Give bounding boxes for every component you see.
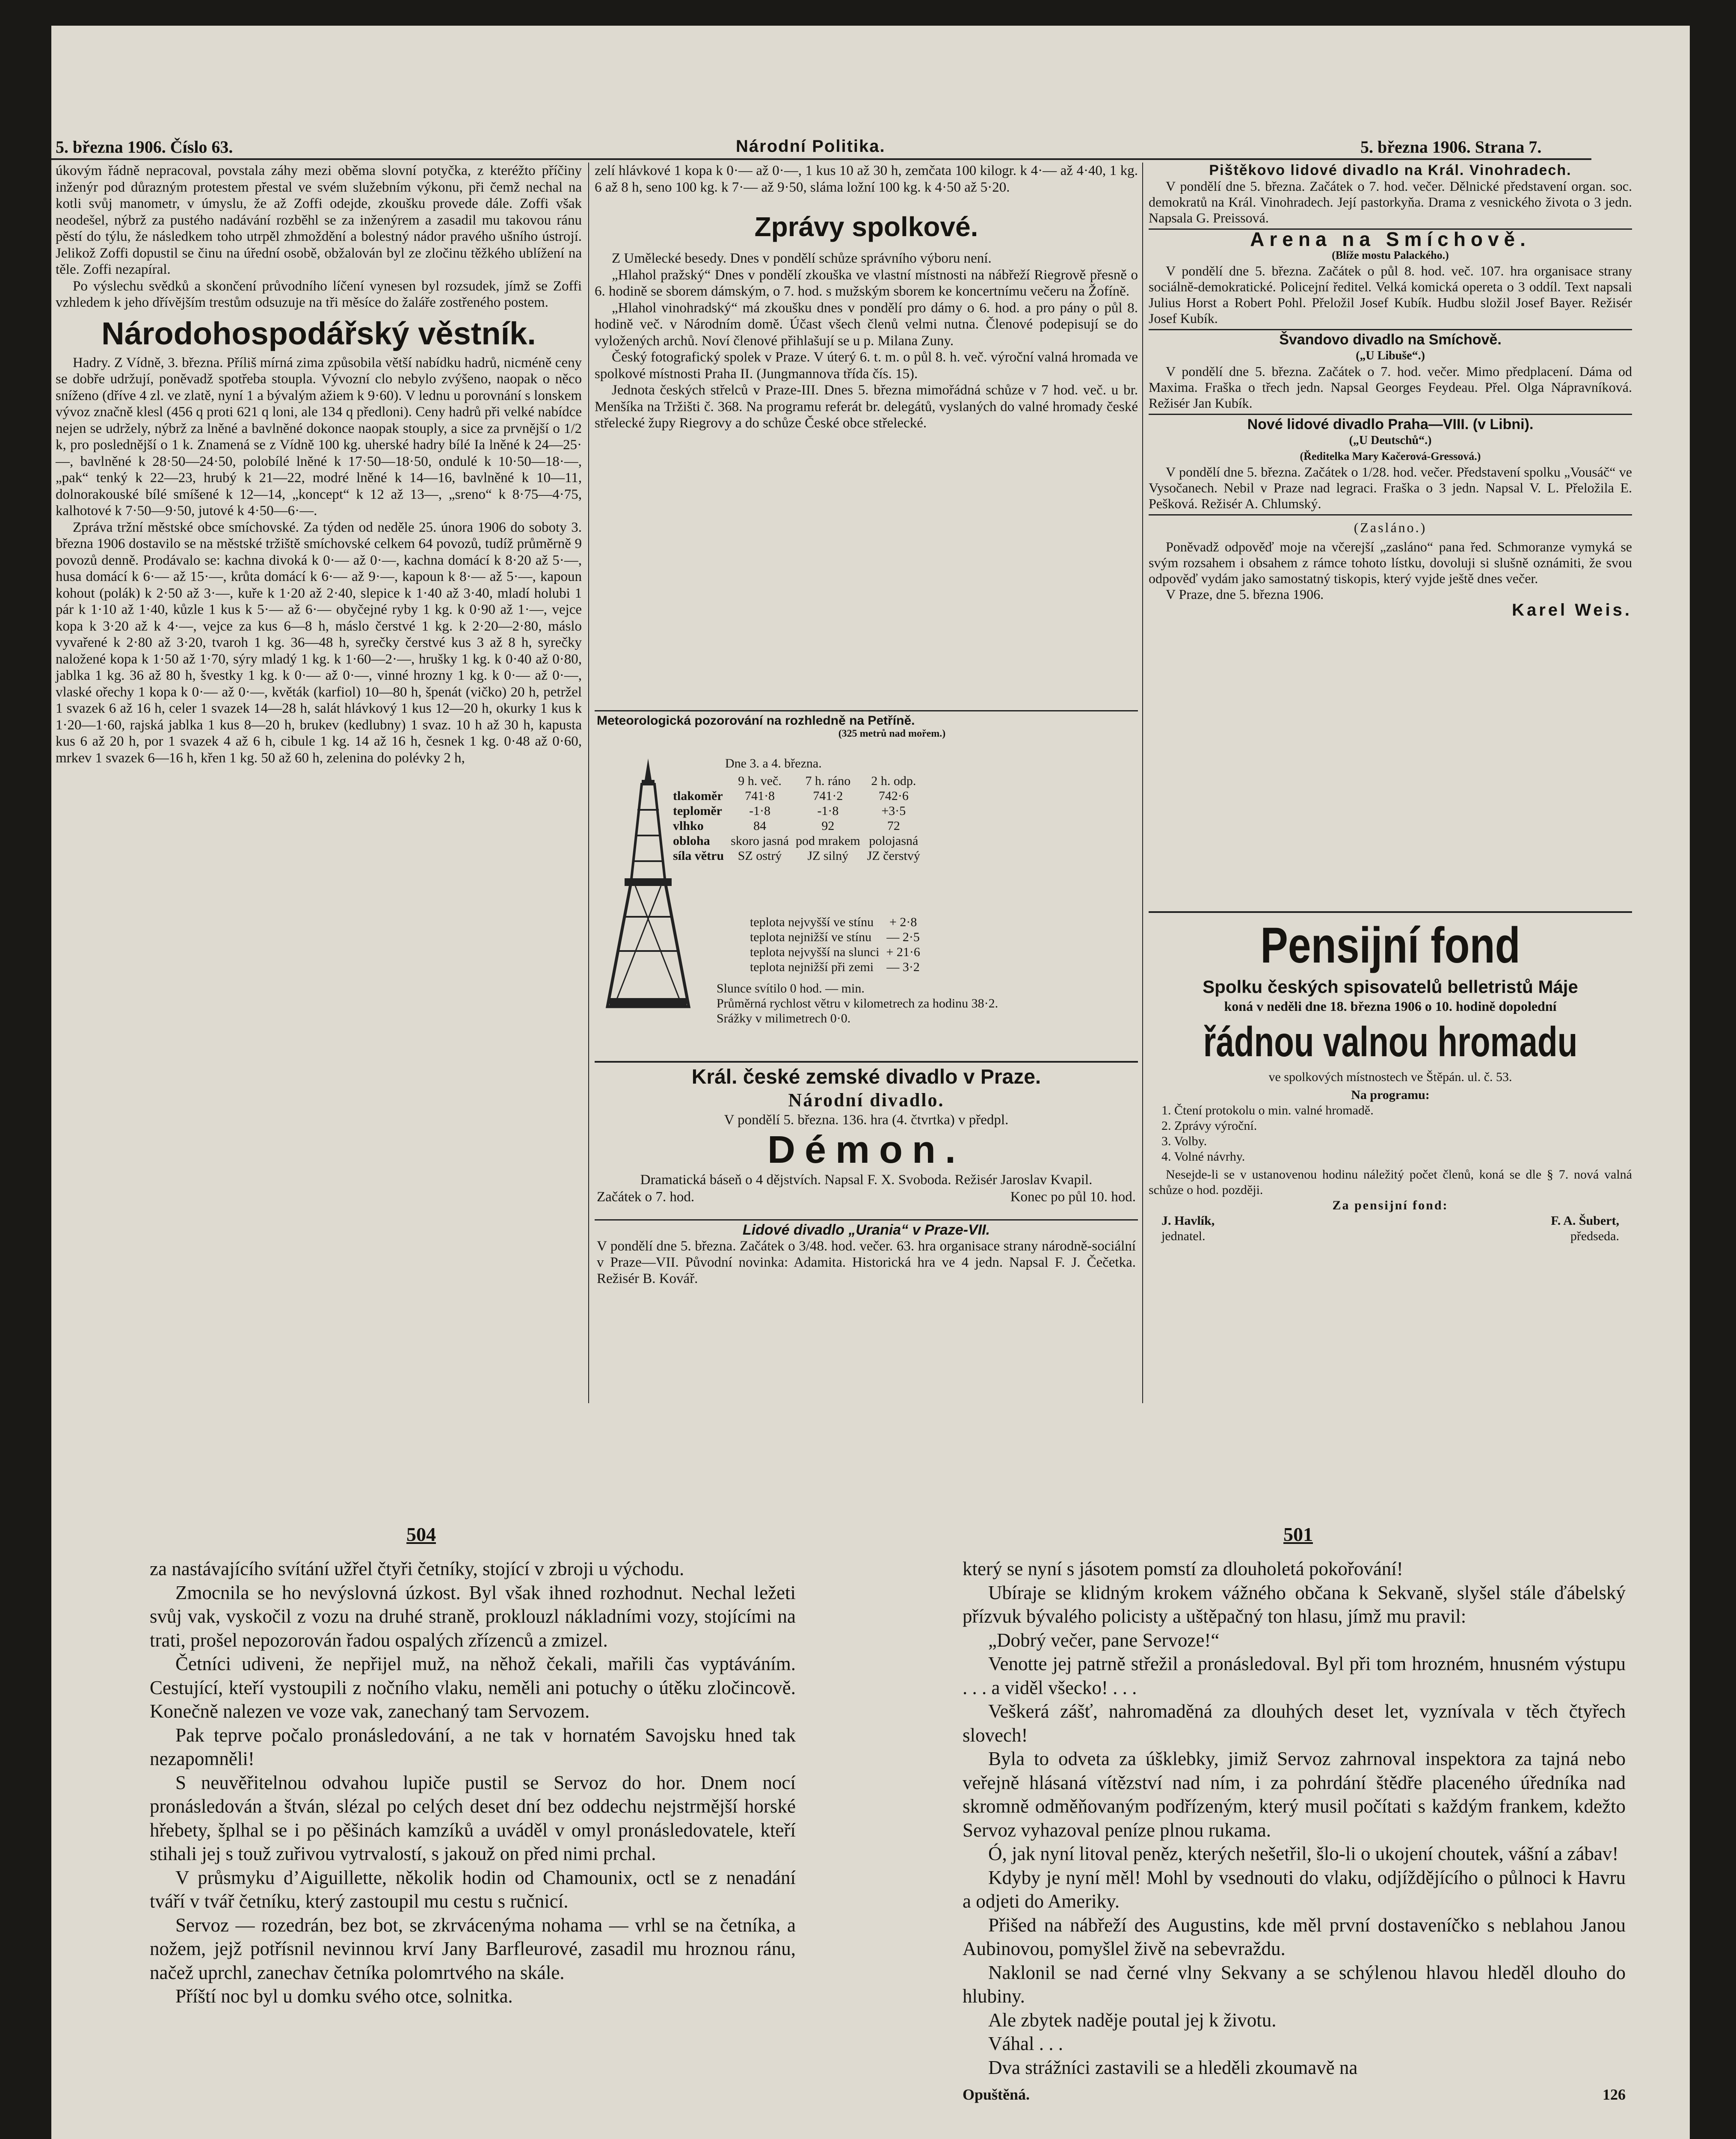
meteo-extreme-label: teplota nejvyšší ve stínu <box>750 915 874 929</box>
book-right-p9: Přišed na nábřeží des Augustins, kde měl první dostaveníčko s neblahou Janou Aubinovou, pomyšlel živě na sebevraždu. <box>963 1914 1626 1959</box>
meteo-cell: +3·5 <box>881 804 906 818</box>
book-right-p7: Ó, jak nyní litoval peněz, kterých nešetřil, šlo-li o ukojení choutek, vášní a zábav! <box>988 1843 1619 1864</box>
svanda-text: V pondělí dne 5. března. Začátek o 7. hod. večer. Mimo předplacení. Dáma od Maxima. Fraška o třech jedn. Napsal Georges Feydeau. Přel. Olga Nápravníková. Režisér Jan Kubík. <box>1149 364 1632 411</box>
meteo-col-header: 7 h. ráno <box>805 774 851 788</box>
meteo-col-header: 9 h. več. <box>738 774 782 788</box>
meteo-cell: 92 <box>821 819 835 833</box>
book-left-p4: Pak teprve počalo pronásledování, a ne tak v hornatém Savojsku hned tak nezapomněli! <box>150 1724 796 1769</box>
column-2 <box>595 163 1138 432</box>
ad-place: ve spolkových místnostech ve Štěpán. ul. č. 53. <box>1268 1070 1512 1084</box>
libne-notice <box>1149 414 1632 512</box>
ad-main-heading: řádnou valnou hromadu <box>1203 1018 1578 1065</box>
column-3 <box>1149 163 1632 618</box>
theatre-description: Dramatická báseň o 4 dějstvích. Napsal F. X. Svoboda. Režisér Jaroslav Kvapil. <box>640 1172 1093 1188</box>
ad-program-heading: Na programu: <box>1351 1088 1430 1102</box>
club-news-photo-society: Český fotografický spolek v Praze. V úterý 6. t. m. o půl 8. h. več. výroční valná hromada ve spolkové místnosti Praha II. (Jungmannova třída čís. 15). <box>595 350 1138 382</box>
meteo-row-label: síla větru <box>673 849 724 863</box>
book-left-p1: za nastávajícího svítání užřel čtyři četníky, stojící v zbroji u východu. <box>150 1558 684 1579</box>
meteo-cell: 84 <box>753 819 767 833</box>
meteo-row <box>670 833 924 848</box>
book-page-right <box>963 1557 1626 2107</box>
meteo-header-row <box>670 773 924 788</box>
book-right-p10: Naklonil se nad černé vlny Sekvany a se schýlenou hlavou hleděl dlouho do hlubiny. <box>963 1961 1626 2007</box>
meteo-extreme-label: teplota nejnižší při zemi <box>750 960 874 974</box>
meteo-top-rule <box>595 710 1138 711</box>
column-rule-2 <box>1142 163 1143 1403</box>
theatre-play-title: Démon. <box>767 1129 966 1171</box>
ad-subtitle: Spolku českých spisovatelů belletristů Máje <box>1203 977 1578 997</box>
book-right-p2: Ubíraje se klidným krokem vážného občana k Sekvaně, slyšel stále ďábelský přízvuk bývalého policisty a uštěpačný ton hlasu, jímž mu pravil: <box>963 1582 1626 1627</box>
book-right-p13: Dva strážníci zastavili se a hleděli zkoumavě na <box>988 2056 1358 2078</box>
ad-program-item: 3. Volby. <box>1161 1134 1207 1148</box>
market-report-continued: zelí hlávkové 1 kopa k 0·— až 0·—, 1 kus 10 až 30 h, zemčata 100 kilogr. k 4·— až 4·40, 1 kg. 6 až 8 h, seno 100 kg. k 7·— až 9·50, sláma ložní 100 kg. k 4·50 až 5·20. <box>595 163 1138 195</box>
meteo-extreme-row <box>747 930 924 945</box>
meteo-table <box>670 773 924 863</box>
meteo-row <box>670 803 924 818</box>
column-1 <box>56 163 582 766</box>
ad-program-item: 2. Zprávy výroční. <box>1161 1119 1257 1133</box>
newspaper-page <box>51 26 1690 2139</box>
book-page-number-left: 504 <box>406 1523 436 1545</box>
ad-signature-chairman <box>1551 1213 1619 1244</box>
ad-chairman-name: F. A. Šubert, <box>1551 1214 1619 1228</box>
svanda-notice <box>1149 329 1632 411</box>
ad-program <box>1149 1103 1632 1164</box>
pistek-heading: Pištěkovo lidové divadlo na Král. Vinohradech. <box>1209 162 1572 178</box>
club-news-hlahol-prazsky: „Hlahol pražský“ Dnes v pondělí zkouška ve vlastní místnosti na nábřeží Riegrově přesně o 6. hodině se sborem dámským, o 7. hod. s mužským sborem ke koncertnímu večeru na Žofíně. <box>595 267 1138 299</box>
svanda-subheading: („U Libuše“.) <box>1356 349 1425 362</box>
arena-notice <box>1149 228 1632 326</box>
national-theatre-notice <box>597 1065 1136 1206</box>
meteo-extreme-value: + 2·8 <box>889 915 917 929</box>
meteo-dates: Dne 3. a 4. března. <box>725 756 822 770</box>
meteo-row <box>670 788 924 803</box>
book-right-p6: Byla to odveta za úšklebky, jimiž Servoz zahrnoval inspektora za tajná nebo veřejně hlásaná vítězství nad ním, i za pohrdání štědře placeného úředníka nad skromně odměňovaným podřízeným, který musil počítati s každým frankem, kdežto Servoz vyhazoval peníze plnou rukama. <box>963 1748 1626 1841</box>
book-right-p8: Kdyby je nyní měl! Mohl by vsednouti do vlaku, odjíždějícího o půlnoci k Havru a odjeti do Ameriky. <box>963 1866 1626 1912</box>
header-left: 5. března 1906. Číslo 63. <box>56 137 233 157</box>
club-news-umelecka-beseda: Z Umělecké besedy. Dnes v pondělí schůze správního výboru není. <box>612 251 992 266</box>
club-news-shooters: Jednota českých střelců v Praze-III. Dnes 5. března mimořádná schůze v 7 hod. več. u br. Menšíka na Tržišti č. 368. Na programu referát br. delegátů, vyslaných do valné hromady české střelecké župy Riegrovy a do schůze České obce střelecké. <box>595 382 1138 431</box>
meteo-extremes <box>747 915 924 975</box>
book-right-p4: Venotte jej patrně střežil a pronásledoval. Byl při tom hrozném, hnusném výstupu . . . a viděl všecko! . . . <box>963 1653 1626 1698</box>
header-right: 5. března 1906. Strana 7. <box>1360 137 1542 157</box>
zaslano-signature: Karel Weis. <box>1512 601 1632 619</box>
ad-chairman-role: předseda. <box>1570 1229 1619 1243</box>
book-right-footer <box>963 2083 1626 2107</box>
smichov-market-report: Zpráva tržní městské obce smíchovské. Za týden od neděle 25. února 1906 do soboty 3. března 1906 dostavilo se na městské tržiště smíchovské celkem 64 povozů, tudíž průměrně 9 povozů denně. Prodávalo se: kachna divoká k 0·— až 0·—, kachna domácí k 8·20 až 5·—, husa domácí k 6·— až 15·—, krůta domácí k 6·— až 9·—, kapoun k 8·— až 5·—, kapoun kohout (polák) k 2·50 až 3·—, kuře k 1·20 až 2·40, slepice k 1·40 až 3·40, mladí holubi 1 pár k 1·10 až 1·40, kůzle 1 kus k 5·— až 6·— obyčejné ryby 1 kg. k 0·90 až 1·—, vejce kopa k 3·20 až k 4·—, vejce za kus 6—8 h, máslo čerstvé 1 kg. k 2·20—2·80, máslo vyvařené k 2·80 až 3·20, tvaroh 1 kg. 36—48 h, syrečky čerstvé kus 3 až 8 h, syrečky naložené kopa k 1·50 až 1·70, sýry mladý 1 kg. k 1·60—2·—, hrušky 1 kg. k 0·40 až 0·80, jablka 1 kg. 36 až 80 h, švestky 1 kg. k 0·— až 0·—, vinné hrozny 1 kg. k 0·— až 0·—, vlaské ořechy 1 kopa k 0·— až 0·—, květák (karfiol) 10—80 h, špenát (vičko) 20 h, petržel 1 svazek 6 až 16 h, celer 1 svazek 14—28 h, salát hlávkový 1 kus 12—20 h, okurky 1 kus k 1·20—1·60, rajská jablka 1 kus 8—20 h, brukev (kedlubny) 1 svaz. 10 h až 30 h, kapusta kus 6 až 20 h, por 1 svazek 4 až 6 h, cibule 1 kg. 14 až 16 h, česnek 1 kg. 0·48 až 0·60, mrkev 1 svazek 6—16 h, křen 1 kg. 50 až 60 h, zelenina do polévky 2 h, <box>56 519 582 766</box>
urania-notice <box>597 1222 1136 1287</box>
arena-heading: Arena na Smíchově. <box>1250 228 1531 250</box>
arena-text: V pondělí dne 5. března. Začátek o půl 8. hod. več. 107. hra organisace strany sociálně-demokratické. Policejní ředitel. Velká komická opereta o 3 oddíl. Text napsali Julius Horst a Robert Pohl. Přeložil Josef Kubík. Hudbu složil Josef Bayer. Režisér Josef Kubík. <box>1149 263 1632 326</box>
meteo-extreme-value: + 21·6 <box>886 945 920 959</box>
theatre-subheading: Národní divadlo. <box>788 1090 945 1111</box>
arena-subheading: (Blíže mostu Palackého.) <box>1332 249 1449 261</box>
book-left-p6: V průsmyku d’Aiguillette, několik hodin od Chamounix, octl se z nenadání tváří v tvář četníku, který zastoupil mu cestu s ručnicí. <box>150 1866 796 1912</box>
ad-top-rule <box>1149 911 1632 913</box>
book-footer-page: 126 <box>1603 2086 1626 2103</box>
libne-text: V pondělí dne 5. března. Začátek o 1/28. hod. večer. Představení spolku „Vousáč“ ve Vysočanech. Nebil v Praze nad legraci. Fraška o 3 jedn. Napsal V. L. Přeložila E. Pešková. Režisér A. Chlumský. <box>1149 464 1632 511</box>
book-page-number-right: 501 <box>1283 1523 1313 1545</box>
meteo-box <box>597 714 1136 1025</box>
book-footer-title: Opuštěná. <box>963 2086 1030 2103</box>
ad-title: Pensijní fond <box>1260 917 1520 974</box>
ad-secretary-role: jednatel. <box>1161 1229 1206 1243</box>
ad-program-item: 4. Volné návrhy. <box>1161 1149 1245 1164</box>
meteo-cell: 742·6 <box>878 789 909 803</box>
header-rule <box>51 158 1591 160</box>
meteo-extreme-row <box>747 960 924 975</box>
ad-fund: Za pensijní fond: <box>1332 1198 1449 1212</box>
meteo-subtitle: (325 metrů nad mořem.) <box>838 728 946 739</box>
urania-top-rule <box>595 1219 1138 1221</box>
theatre-start: Začátek o 7. hod. <box>597 1189 695 1205</box>
book-right-p12: Váhal . . . <box>988 2033 1063 2054</box>
libne-subheading: („U Deutschů“.) <box>1349 434 1432 447</box>
column-rule-1 <box>588 163 589 1403</box>
meteo-extreme-row <box>747 915 924 930</box>
ad-secretary-name: J. Havlík, <box>1161 1214 1215 1228</box>
book-left-p7: Servoz — rozedrán, bez bot, se zkrvácenýma nohama — vrhl se na četníka, a nožem, jejž potřísnil nevinnou krví Jany Barfleurové, zasadil mu hroznou ránu, načež uprchl, zanechav četníka polomrtvého na skále. <box>150 1914 796 1983</box>
meteo-sun: Slunce svítilo 0 hod. — min. <box>717 981 865 995</box>
court-report-end: úkovým řádně nepracoval, povstala záhy mezi oběma slovní potyčka, z kteréžto příčiny inženýr pod důrazným protestem přestal ve svém služebním výkonu, při čemž nechal na kotli svůj manometr, v úmyslu, že až Zoffi odejde, zkoušku provede dále. Zoffi však neodešel, nýbrž za pustého nadávání rozběhl se za inženýrem a zasadil mu takovou ránu pěstí do týlu, že následkem toho utrpěl zhmoždění a bolestný nádor pravého ušního ústrojí. Jelikož Zoffi dopustil se činu na úřední osobě, obžalován byl ze zločinu těžkého ublížení na těle. Zoffi nezapíral. <box>56 163 582 277</box>
theatre-end: Konec po půl 10. hod. <box>1010 1189 1136 1205</box>
svanda-heading: Švandovo divadlo na Smíchově. <box>1279 332 1502 348</box>
pension-fund-ad <box>1149 915 1632 1244</box>
book-left-p3: Četníci udiveni, že nepřijel muž, na něhož čekali, mařili čas vyptáváním. Cestující, kteří vystoupili z nočního vlaku, neměli ani potuchy o útěku zločincově. Konečně nalezen ve voze vak, zanechaný tam Servozem. <box>150 1653 796 1722</box>
meteo-notes <box>717 981 1127 1026</box>
meteo-extreme-label: teplota nejvyšší na slunci <box>750 945 880 959</box>
meteo-col-header: 2 h. odp. <box>871 774 916 788</box>
meteo-row <box>670 818 924 833</box>
meteo-cell: JZ silný <box>807 849 849 863</box>
meteo-cell: -1·8 <box>817 804 839 818</box>
libne-director: (Ředitelka Mary Kačerová-Gressová.) <box>1300 450 1481 462</box>
economic-news-heading: Národohospodářský věstník. <box>101 315 536 351</box>
libne-heading: Nové lidové divadlo Praha—VIII. (v Libni). <box>1247 416 1534 433</box>
theatre-date: V pondělí 5. března. 136. hra (4. čtvrtka) v předpl. <box>724 1112 1009 1128</box>
theatre-top-rule <box>595 1061 1138 1063</box>
meteo-row-label: vlhko <box>673 819 704 833</box>
court-report-verdict: Po výslechu svědků a skončení průvodního líčení vynesen byl rozsudek, jímž se Zoffi vzhledem k jeho dřívějším trestům odsuzuje na tři měsíce do žaláře zostřeného postem. <box>56 278 582 310</box>
zaslano-text: Poněvadž odpověď moje na včerejší „zasláno“ pana řed. Schmoranze vymyká se svým rozsahem i obsahem z rámce tohoto lístku, dovoluji si slušně oznámiti, že svou odpověď vydám jako samostatný tiskopis, který vyjde ještě dnes večer. <box>1149 539 1632 586</box>
meteo-cell: -1·8 <box>749 804 771 818</box>
meteo-extreme-label: teplota nejnižší ve stínu <box>750 930 872 944</box>
meteo-rain: Srážky v milimetrech 0·0. <box>717 1011 851 1025</box>
book-page-left <box>150 1557 796 2009</box>
theatre-times <box>597 1188 1136 1206</box>
ad-program-item: 1. Čtení protokolu o min. valné hromadě. <box>1161 1103 1374 1117</box>
book-right-p1: který se nyní s jásotem pomstí za dlouholetá pokořování! <box>963 1558 1403 1579</box>
meteo-cell: 741·8 <box>745 789 775 803</box>
ad-signatures <box>1149 1213 1632 1244</box>
meteo-row-label: teploměr <box>673 804 722 818</box>
book-right-p3: „Dobrý večer, pane Servoze!“ <box>988 1629 1220 1651</box>
meteo-title: Meteorologická pozorování na rozhledně na Petříně. <box>597 714 915 728</box>
meteo-cell: skoro jasná <box>731 834 789 848</box>
meteo-cell: polojasná <box>869 834 918 848</box>
urania-heading: Lidové divadlo „Urania“ v Praze-VII. <box>742 1222 990 1238</box>
ad-signature-secretary <box>1161 1213 1215 1244</box>
book-right-p5: Veškerá zášť, nahromaděná za dlouhých deset let, vyznívala v těch čtyřech slovech! <box>963 1701 1626 1746</box>
club-news-heading: Zprávy spolkové. <box>754 211 978 242</box>
zaslano-notice <box>1149 514 1632 618</box>
theatre-heading: Král. české zemské divadlo v Praze. <box>691 1066 1041 1088</box>
meteo-extreme-row <box>747 945 924 960</box>
meteo-extreme-value: — 3·2 <box>886 960 920 974</box>
club-news-hlahol-vinohradsky: „Hlahol vinohradský“ má zkoušku dnes v pondělí pro dámy o 6. hod. a pro pány o půl 8. hodině več. v Národním domě. Účast všech členů velmi nutna. Členové podepisují se do vyložených archů. Noví členové přihlašují se u p. Milana Zuny. <box>595 300 1138 349</box>
meteo-cell: SZ ostrý <box>738 849 782 863</box>
book-left-p5: S neuvěřitelnou odvahou lupiče pustil se Servoz do hor. Dnem nocí pronásledován a štván, slézal po celých deset dní bez oddechu nejstrmější horské hřebety, šplhal se i po pěšinách kamzíků a uváděl v omyl pronásledovatele, kteří stihali jej s touž zuřivou vytrvalostí, s jakouž on před nimi prchal. <box>150 1772 796 1864</box>
zaslano-date: V Praze, dne 5. března 1906. <box>1166 587 1324 602</box>
book-left-p2: Zmocnila se ho nevýslovná úzkost. Byl však ihned rozhodnut. Nechal ležeti svůj vak, vyskočil z vozu na druhé straně, proklouzl nákladními vozy, stojícími na trati, prošel nepozorován řadou ospalých zřízenců a zmizel. <box>150 1582 796 1651</box>
meteo-row-label: obloha <box>673 834 710 848</box>
meteo-cell: 72 <box>887 819 900 833</box>
zaslano-heading: (Zasláno.) <box>1354 520 1427 535</box>
ad-date-line: koná v neděli dne 18. března 1906 o 10. hodině dopolední <box>1224 998 1557 1014</box>
urania-text: V pondělí dne 5. března. Začátek o 3/48. hod. večer. 63. hra organisace strany národně-sociální v Praze—VII. Původní novinka: Adamita. Historická hra ve 4 jedn. Napsal F. J. Čečetka. Režisér B. Kovář. <box>597 1238 1136 1286</box>
rags-market-report: Hadry. Z Vídně, 3. března. Příliš mírná zima způsobila větší nabídku hadrů, nicméně ceny se dobře udržují, poněvadž spotřeba stoupla. Vývozní clo nebylo zvýšeno, naopak o něco sníženo (dříve 4 zl. ve zlatě, nyní 1 a bývalým ažiem k 9·60). V lednu u porovnání s lonskem vývoz značně klesl (456 q proti 621 q loni, ale 134 q předloni). Ceny hadrů při velké nabídce nejen se udržely, nýbrž za lněné a bavlněné dokonce naopak stouply, a sice za prvnější o 1/2 k, pro poslednější o 1 k. Znamená se z Vídně 100 kg. uherské hadry bílé Ia lněné k 24—25·—, bavlněné k 28·50—24·50, polobílé lněné k 17·50—18·50, ondulé k 10·50—18·—, „pak“ tenký k 22—23, hrubý k 21—22, modré lněné k 14—16, bavlněné k 10—11, dolnorakouské bílé smíšené k 12—14, „koncept“ k 12 až 13—, „sreno“ k 8·75—4·75, kalhotové k 7·50—9·50, jutové k 4·50—6·—. <box>56 355 582 518</box>
pistek-text: V pondělí dne 5. března. Začátek o 7. hod. večer. Dělnické představení organ. soc. demokratů na Král. Vinohradech. Její pastorkyňa. Drama z vesnického života o 3 jedn. Napsala G. Preissová. <box>1149 178 1632 225</box>
meteo-cell: JZ čerstvý <box>867 849 920 863</box>
meteo-extreme-value: — 2·5 <box>886 930 920 944</box>
pistek-notice <box>1149 163 1632 226</box>
meteo-row <box>670 848 924 863</box>
meteo-cell: 741·2 <box>813 789 843 803</box>
book-left-p8: Příští noc byl u domku svého otce, solnitka. <box>175 1985 513 2007</box>
meteo-row-label: tlakoměr <box>673 789 723 803</box>
ad-note: Nesejde-li se v ustanovenou hodinu náležitý počet členů, koná se dle § 7. nová valná schůze o hod. později. <box>1149 1167 1632 1197</box>
book-right-p11: Ale zbytek naděje poutal jej k životu. <box>988 2009 1277 2031</box>
meteo-cell: pod mrakem <box>795 834 860 848</box>
meteo-wind: Průměrná rychlost větru v kilometrech za hodinu 38·2. <box>717 996 998 1010</box>
header-title: Národní Politika. <box>736 137 886 156</box>
